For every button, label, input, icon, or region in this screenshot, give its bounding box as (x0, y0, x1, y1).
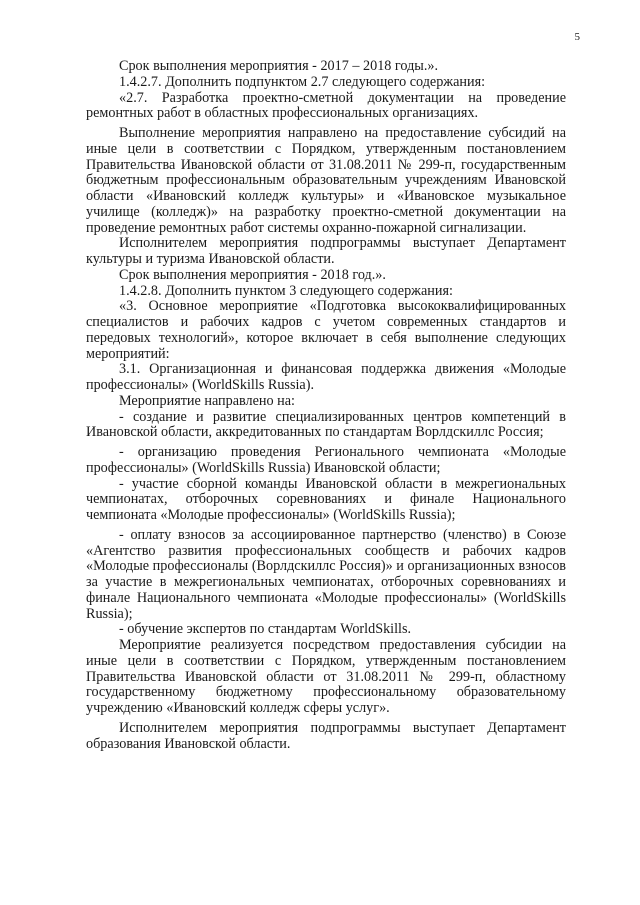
paragraph-main-activity-3: «3. Основное мероприятие «Подготовка высококвалифицированных специалистов и рабочих кадров с учетом современных стандартов и передовых технологий», которое включает в себя выполнение следующих мероприятий: (86, 298, 566, 362)
paragraph-executor-culture: Исполнителем мероприятия подпрограммы выступает Департамент культуры и туризма Ивановской области. (86, 235, 566, 267)
paragraph-item-1-4-2-7: 1.4.2.7. Дополнить подпунктом 2.7 следующего содержания: (119, 73, 486, 90)
paragraph-activity-3-1: 3.1. Организационная и финансовая поддержка движения «Молодые профессионалы» (WorldSkills Russia). (86, 361, 566, 393)
list-item-regional-championship: - организацию проведения Регионального чемпионата «Молодые профессионалы» (WorldSkills Russia) Ивановской области; (86, 444, 566, 476)
paragraph-subitem-2-7: «2.7. Разработка проектно-сметной документации на проведение ремонтных работ в областных профессиональных организациях. (86, 89, 566, 122)
paragraph-aimed-at: Мероприятие направлено на: (119, 392, 295, 409)
paragraph-subsidy-services: Мероприятие реализуется посредством предоставления субсидии на иные цели в соответствии с Порядком, утвержденным постановлением Правительства Ивановской области от 31.08.2011 № 299-п, областному государственному бюджетному профессиональному образовательному учреждению «Ивановский колледж сферы услуг». (86, 637, 566, 716)
paragraph-executor-education: Исполнителем мероприятия подпрограммы выступает Департамент образования Ивановской области. (86, 719, 566, 752)
paragraph-deadline-2017-2018: Срок выполнения мероприятия - 2017 – 2018 годы.». (119, 58, 439, 74)
page-number: 5 (574, 31, 580, 43)
list-item-membership-fees: - оплату взносов за ассоциированное партнерство (членство) в Союзе «Агентство развития профессиональных сообществ и рабочих кадров «Молодые профессионалы (Ворлдскиллс Россия)» и организационных взносов за участие в межрегиональных чемпионатах, отборочных соревнованиях и финале Национального чемпионата «Молодые профессионалы» (WorldSkills Russia); (86, 526, 566, 622)
paragraph-subsidy-culture: Выполнение мероприятия направлено на предоставление субсидий на иные цели в соответствии с Порядком, утвержденным постановлением Правительства Ивановской области от 31.08.2011 № 299-п, государственным бюджетным профессиональным образовательным учреждениям Ивановской области «Ивановский колледж культуры» и «Ивановское музыкальное училище (колледж)» на разработку проектно-сметной документации на проведение ремонтных работ системы охранно-пожарной сигнализации. (86, 125, 566, 236)
document-body (86, 59, 566, 752)
paragraph-item-1-4-2-8: 1.4.2.8. Дополнить пунктом 3 следующего содержания: (119, 282, 453, 299)
list-item-team-participation: - участие сборной команды Ивановской области в межрегиональных чемпионатах, отборочных соревнованиях и финале Национального чемпионата «Молодые профессионалы» (WorldSkills Russia); (86, 475, 566, 523)
paragraph-deadline-2018: Срок выполнения мероприятия - 2018 год.». (119, 266, 386, 283)
list-item-expert-training: - обучение экспертов по стандартам WorldSkills. (119, 621, 412, 638)
list-item-competence-centers: - создание и развитие специализированных центров компетенций в Ивановской области, аккредитованных по стандартам Ворлдскиллс Россия; (86, 408, 566, 441)
